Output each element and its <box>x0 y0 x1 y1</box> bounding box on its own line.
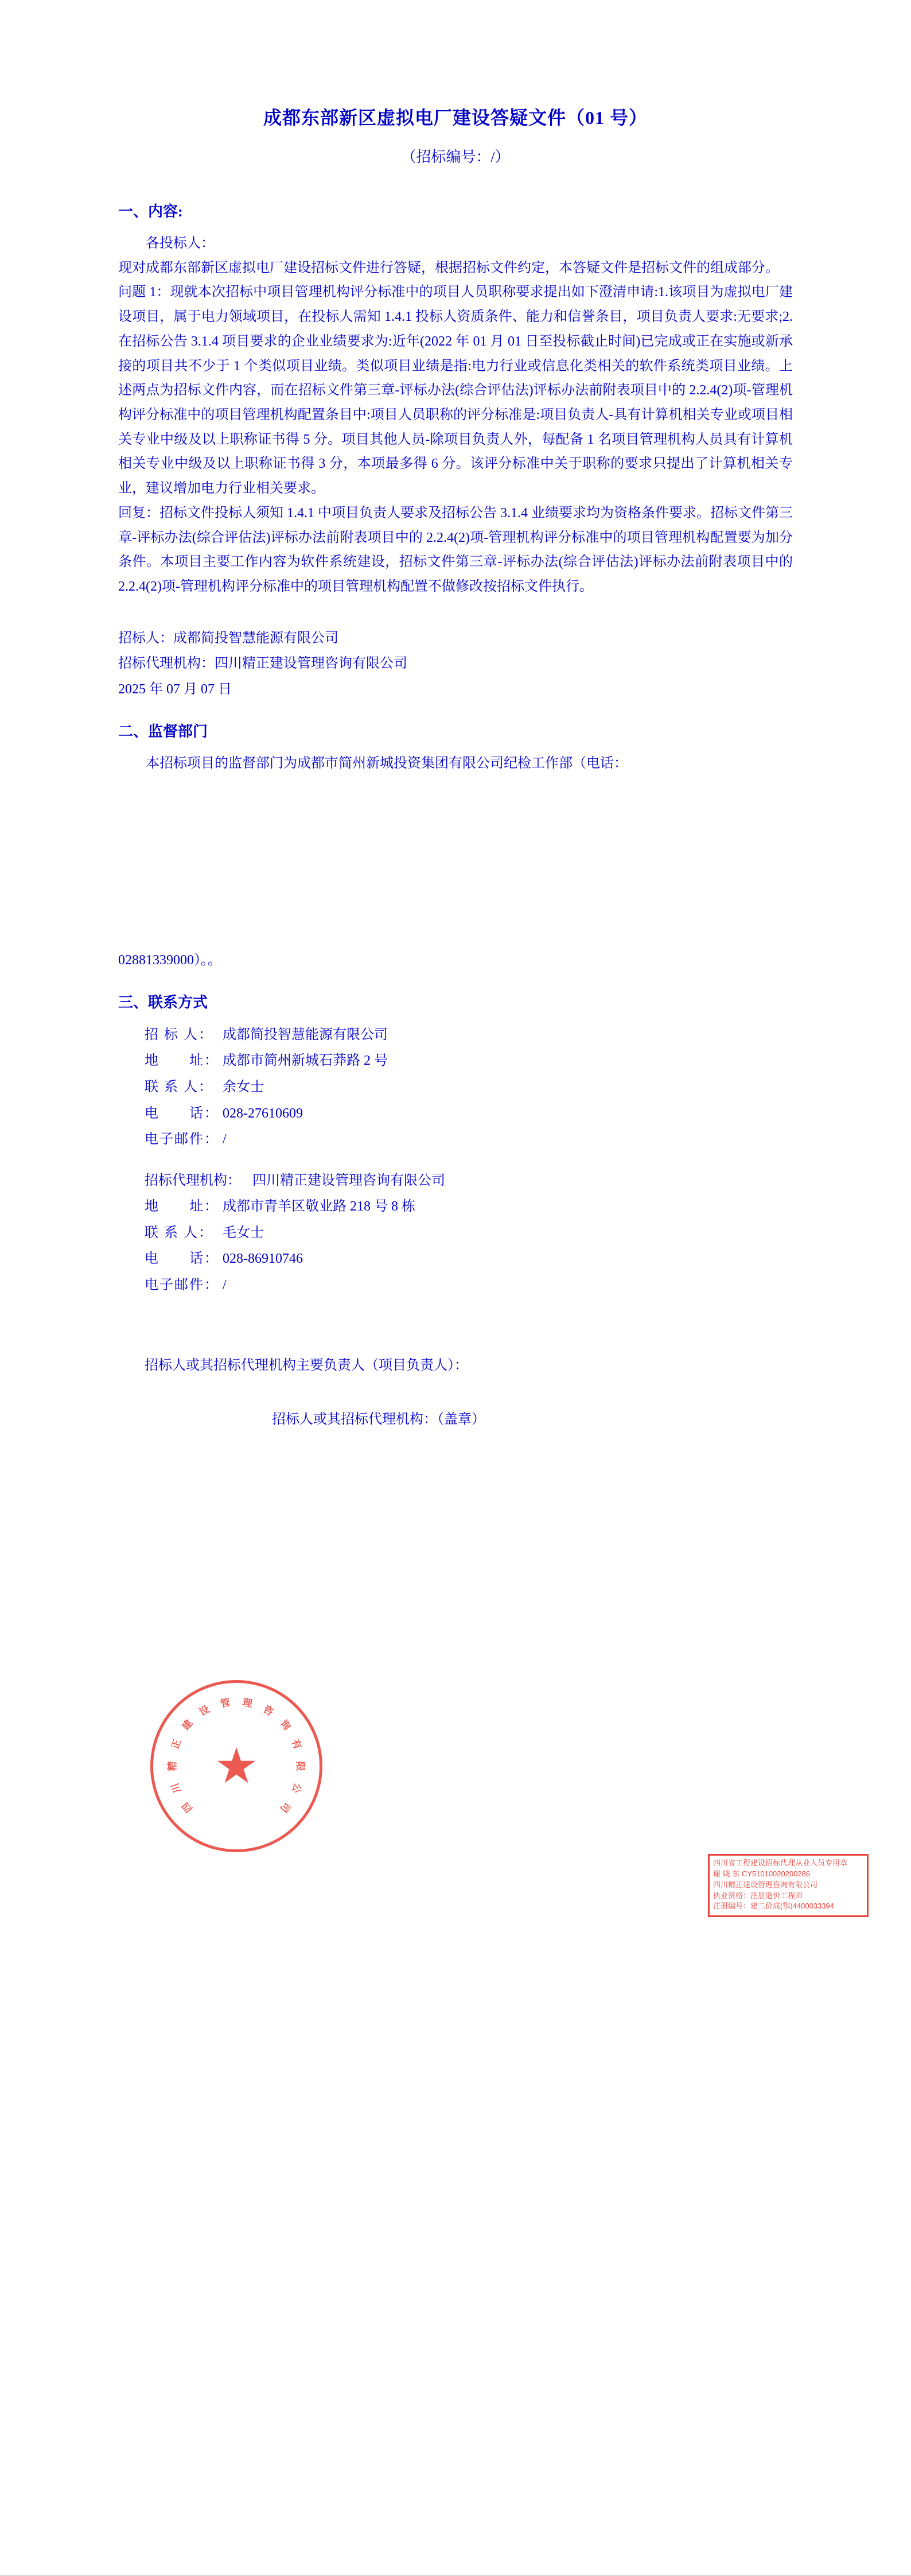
practitioner-seal-line1: 四川省工程建设招标代理从业人员专用章 <box>713 1859 848 1867</box>
practitioner-seal-line3: 四川精正建设管理咨询有限公司 <box>713 1880 818 1889</box>
supervision-paragraph: 本招标项目的监督部门为成都市简州新城投资集团有限公司纪检工作部（电话： <box>146 756 628 771</box>
agent-address-value: 成都市青羊区敬业路 218 号 8 栋 <box>223 1199 415 1215</box>
practitioner-seal-line2: 谢 晓 东 CY51010020200286 <box>713 1869 811 1878</box>
tenderer-line: 招标人：成都简投智慧能源有限公司 <box>118 630 338 646</box>
tenderer-contact-label: 联 系 人： <box>145 1079 213 1095</box>
agency-seal-top-icon <box>150 1680 322 1852</box>
agent-email-row <box>145 1273 828 1299</box>
signature-principal-line: 招标人或其招标代理机构主要负责人（项目负责人）： <box>145 1357 468 1373</box>
tenderer-email-label: 电子邮件： <box>145 1132 219 1147</box>
document-inner <box>83 0 848 1973</box>
tenderer-org-row <box>145 1022 828 1049</box>
agent-tel-value: 028-86910746 <box>223 1251 303 1267</box>
practitioner-seal-line5: 注册编号：建二价成(鄂)4400033394 <box>713 1902 834 1911</box>
signature-org-line: 招标人或其招标代理机构：（盖章） <box>272 1411 485 1427</box>
agent-address-label: 地 址： <box>145 1199 219 1215</box>
practitioner-seal-rect <box>708 1854 869 1917</box>
section-2-heading: 二、监督部门 <box>118 723 208 740</box>
tenderer-tel-value: 028-27610609 <box>223 1105 303 1121</box>
agent-address-row <box>145 1194 828 1220</box>
question-1-paragraph: 问题 1：现就本次招标中项目管理机构评分标准中的项目人员职称要求提出如下澄清申请:1.该项目为虚拟电厂建设项目，属于电力领域项目，在投标人需知 1.4.1 投标人资质条件、能力和信誉条目，项目负责人要求:无要求;2.在招标公告 3.1.4 项目要求的企业业绩要求为:近年(2022 年 01 月 01 日至投标截止时间)已完成或正在实施或新承接的项目共不少于 1 个类似项目业绩。类似项目业绩是指:电力行业或信息化类相关的软件系统类项目业绩。上述两点为招标文件内容，而在招标文件第三章-评标办法(综合评估法)评标办法前附表项目中的 2.2.4(2)项-管理机构评分标准中的项目管理机构配置条目中:项目人员职称的评分标准是:项目负责人-具有计算机相关专业或项目相关专业中级及以上职称证书得 5 分。项目其他人员-除项目负责人外，每配备 1 名项目管理机构人员具有计算机相关专业中级及以上职称证书得 3 分，本项最多得 6 分。该评分标准中关于职称的要求只提出了计算机相关专业，建议增加电力行业相关要求。 <box>118 285 793 496</box>
agent-contact-value: 毛女士 <box>223 1225 264 1240</box>
tenderer-contact-row <box>145 1074 828 1101</box>
tenderer-address-row <box>145 1048 828 1074</box>
addressee: 各投标人： <box>146 235 215 251</box>
agent-contact-row <box>145 1220 828 1247</box>
agent-line: 招标代理机构：四川精正建设管理咨询有限公司 <box>118 656 407 672</box>
tender-number: （招标编号：/） <box>401 149 510 166</box>
tenderer-tel-label: 电 话： <box>145 1105 219 1121</box>
tenderer-email-row <box>145 1127 828 1153</box>
agent-org-row <box>145 1168 828 1194</box>
seal-star-icon: ★ <box>214 1738 259 1794</box>
tenderer-tel-row <box>145 1101 828 1127</box>
tenderer-address-label: 地 址： <box>145 1053 219 1069</box>
agent-tel-row <box>145 1246 828 1273</box>
section-1-heading: 一、内容: <box>118 203 183 220</box>
intro-paragraph: 现对成都东部新区虚拟电厂建设招标文件进行答疑，根据招标文件约定，本答疑文件是招标文件的组成部分。 <box>118 260 779 276</box>
practitioner-seal-line4: 执业资格：注册造价工程师 <box>713 1891 803 1900</box>
tenderer-org-value: 成都简投智慧能源有限公司 <box>223 1027 388 1042</box>
agency-seal-top-arc-text: 四 川 精 正 建 设 管 理 咨 询 有 限 公 司 <box>167 1697 306 1814</box>
agent-tel-label: 电 话： <box>145 1251 219 1267</box>
agent-org-label: 招标代理机构： <box>145 1173 241 1188</box>
agent-contact-label: 联 系 人： <box>145 1225 213 1240</box>
page-title: 成都东部新区虚拟电厂建设答疑文件（01 号） <box>263 107 648 128</box>
supervision-phone-tail: 02881339000）。。 <box>118 952 221 968</box>
tenderer-email-value: / <box>223 1132 227 1147</box>
agent-email-label: 电子邮件： <box>145 1278 219 1293</box>
section-3-heading: 三、联系方式 <box>118 994 208 1011</box>
date-line: 2025 年 07 月 07 日 <box>118 681 232 697</box>
tenderer-org-label: 招 标 人： <box>145 1027 213 1042</box>
answer-1-paragraph: 回复：招标文件投标人须知 1.4.1 中项目负责人要求及招标公告 3.1.4 业绩要求均为资格条件要求。招标文件第三章-评标办法(综合评估法)评标办法前附表项目中的 2.2.4(2)项-管理机构评分标准中的项目管理机构配置要为加分条件。本项目主要工作内容为软件系统建设，招标文件第三章-评标办法(综合评估法)评标办法前附表项目中的 2.2.4(2)项-管理机构评分标准中的项目管理机构配置不做修改按招标文件执行。 <box>118 505 793 595</box>
tenderer-contact-value: 余女士 <box>223 1079 264 1095</box>
agent-email-value: / <box>223 1278 227 1293</box>
tenderer-address-value: 成都市简州新城石莽路 2 号 <box>223 1053 388 1069</box>
agent-org-value: 四川精正建设管理咨询有限公司 <box>252 1173 445 1188</box>
signature-block <box>83 1352 828 1433</box>
